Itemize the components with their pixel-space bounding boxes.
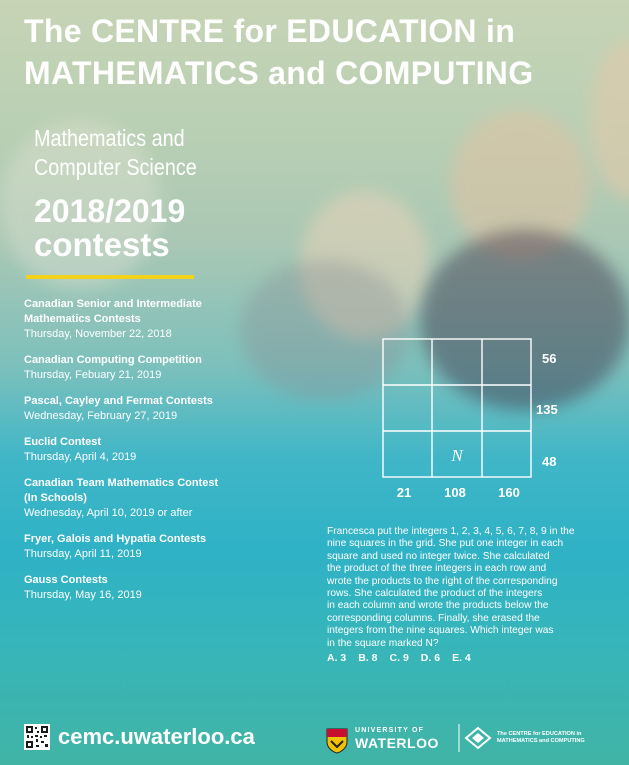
- qr-code-icon: [24, 724, 50, 750]
- waterloo-crest-icon: [326, 728, 348, 754]
- row-product: 135: [536, 402, 558, 417]
- contest-date: Wednesday, April 10, 2019 or after: [24, 507, 193, 519]
- subtitle-line: Computer Science: [34, 154, 197, 180]
- column-product: 108: [444, 485, 466, 500]
- contest-name: Fryer, Galois and Hypatia Contests: [24, 533, 207, 545]
- contest-date: Thursday, May 16, 2019: [24, 589, 142, 601]
- problem-line: square and used no integer twice. She calculated: [327, 550, 550, 562]
- row-product: 48: [542, 454, 557, 469]
- contest-name: Canadian Computing Competition: [24, 354, 202, 366]
- contest-years: [34, 194, 185, 262]
- problem-line: integers from the nine squares. Which integer was: [327, 625, 554, 637]
- poster-title: [24, 10, 533, 94]
- problem-line: rows. She calculated the product of the integers: [327, 588, 543, 600]
- subtitle: [34, 124, 197, 182]
- contest-name: Canadian Senior and Intermediate: [24, 298, 202, 310]
- puzzle-grid: [382, 338, 592, 504]
- marked-cell-label: N: [451, 446, 463, 465]
- problem-line: corresponding columns. Finally, she erased the: [327, 612, 540, 624]
- contest-date: Wednesday, February 27, 2019: [24, 410, 178, 422]
- contests-word: contests: [34, 226, 170, 263]
- answer-choice: D. 6: [420, 652, 441, 664]
- contest-name: Canadian Team Mathematics Contest: [24, 477, 219, 489]
- problem-line: nine squares in the grid. She put one integer in each: [327, 538, 564, 550]
- years-label: 2018/2019: [34, 193, 186, 229]
- answer-choice: C. 9: [389, 652, 409, 664]
- answer-choice: A. 3: [327, 652, 347, 664]
- cemc-logo-icon: [458, 724, 492, 752]
- contest-item: [24, 394, 324, 424]
- waterloo-label: WATERLOO: [355, 735, 439, 751]
- contest-date: Thursday, April 4, 2019: [24, 451, 137, 463]
- background-photo-shape: [590, 40, 629, 200]
- answer-choice: B. 8: [358, 652, 378, 664]
- contest-name: Mathematics Contests: [24, 313, 141, 325]
- title-line: The CENTRE for EDUCATION in: [24, 13, 516, 49]
- contest-item: [24, 573, 324, 603]
- contest-date: Thursday, April 11, 2019: [24, 548, 142, 560]
- column-product: 21: [396, 485, 412, 500]
- column-product: 160: [498, 485, 520, 500]
- problem-line: in each column and wrote the products below the: [327, 600, 549, 612]
- title-line: MATHEMATICS and COMPUTING: [24, 55, 534, 91]
- contest-name: Euclid Contest: [24, 436, 102, 448]
- problem-statement: [327, 526, 597, 650]
- accent-divider: [26, 275, 194, 279]
- row-product: 56: [542, 351, 557, 366]
- contest-item: [24, 435, 324, 465]
- university-of-label: UNIVERSITY OF: [355, 727, 425, 734]
- contest-item: [24, 297, 324, 342]
- problem-line: Francesca put the integers 1, 2, 3, 4, 5, 6, 7, 8, 9 in the: [327, 526, 575, 537]
- contest-item: [24, 476, 324, 521]
- cemc-line: The CENTRE for EDUCATION in: [497, 731, 582, 737]
- contest-name: (In Schools): [24, 492, 87, 504]
- contest-item: [24, 532, 324, 562]
- cemc-wordmark: [497, 731, 607, 745]
- problem-line: the product of the three integers in each row and: [327, 563, 547, 575]
- contest-list: [24, 297, 324, 614]
- website-url[interactable]: cemc.uwaterloo.ca: [58, 724, 255, 749]
- problem-line: in the square marked N?: [327, 637, 439, 649]
- contest-date: Thursday, November 22, 2018: [24, 328, 172, 340]
- problem-line: wrote the products to the right of the corresponding: [327, 575, 558, 587]
- answer-choices: [327, 652, 471, 664]
- contest-item: [24, 353, 324, 383]
- contest-name: Pascal, Cayley and Fermat Contests: [24, 395, 213, 407]
- contest-date: Thursday, Febuary 21, 2019: [24, 369, 162, 381]
- cemc-line: MATHEMATICS and COMPUTING: [497, 738, 585, 744]
- subtitle-line: Mathematics and: [34, 125, 185, 151]
- contest-name: Gauss Contests: [24, 574, 108, 586]
- answer-choice: E. 4: [452, 652, 471, 664]
